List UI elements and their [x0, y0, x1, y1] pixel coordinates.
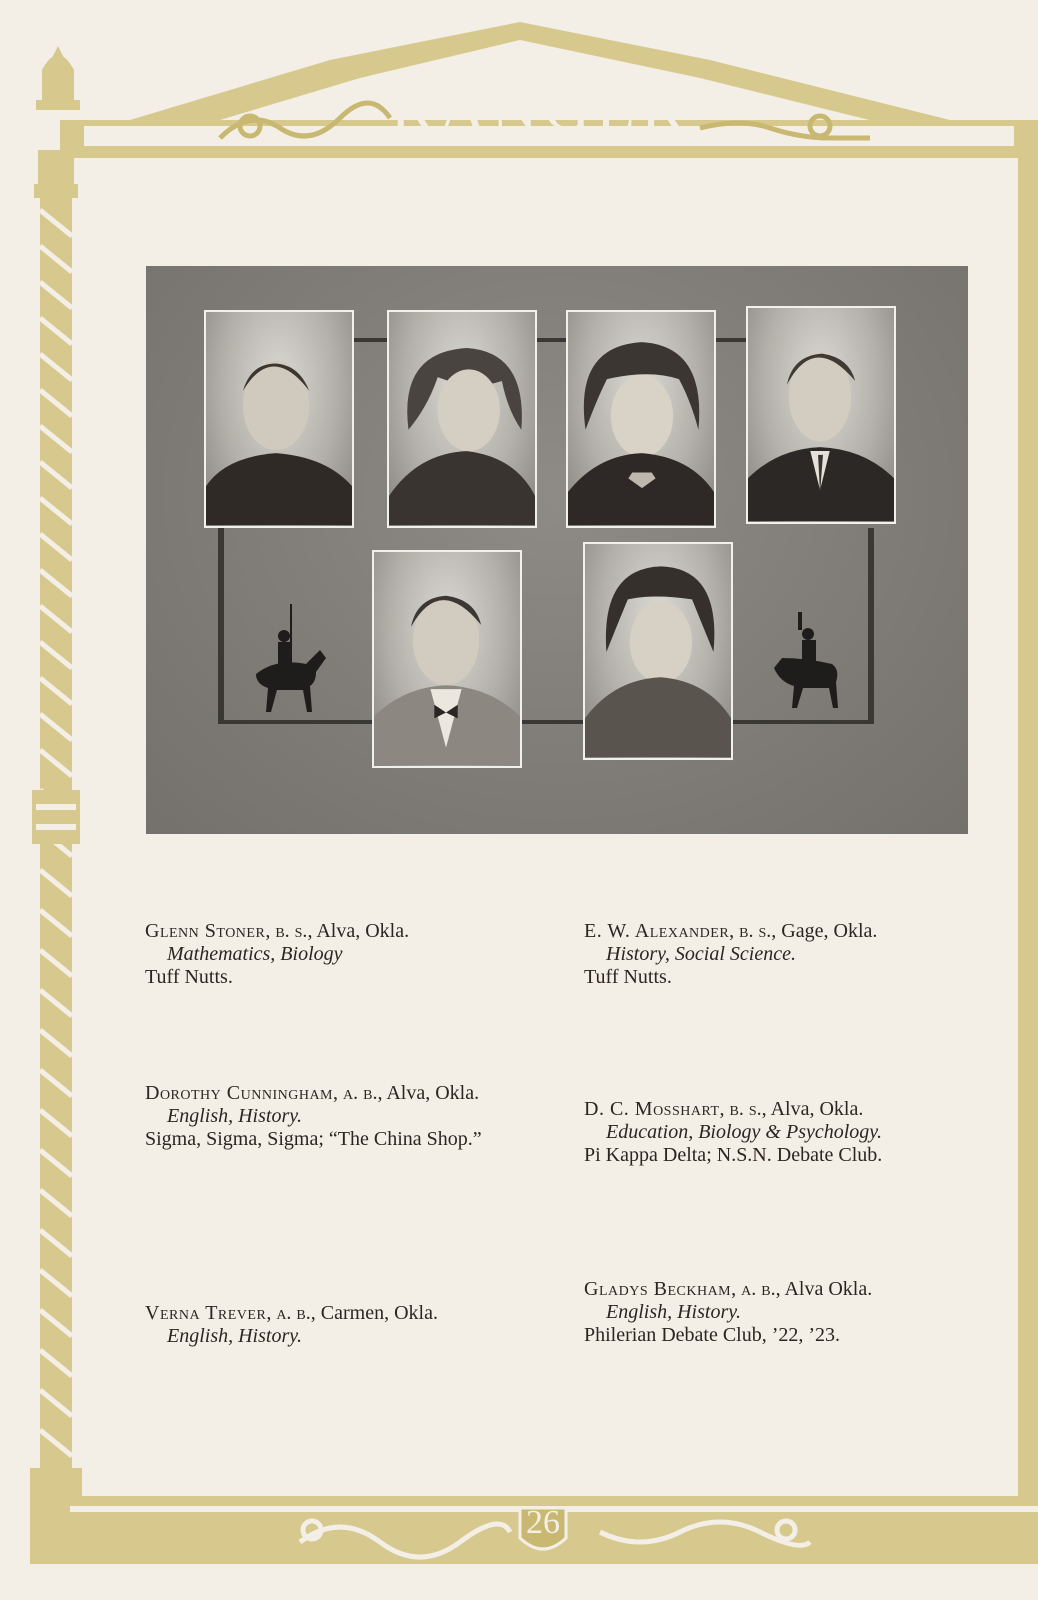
- portrait-figure: [568, 312, 714, 526]
- entry-d-c-mosshart: D. C. Mosshart, b. s., Alva, Okla. Education, Biology & Psychology. Pi Kappa Delta; N.S.N. Debate Club.: [584, 1098, 1004, 1167]
- cowboy-rider-silhouette-right: [768, 608, 848, 712]
- portrait-figure: [748, 308, 894, 522]
- entry-e-w-alexander: E. W. Alexander, b. s., Gage, Okla. History, Social Science. Tuff Nutts.: [584, 920, 1004, 989]
- page-title: RANGER: [390, 72, 690, 143]
- portrait-dorothy-cunningham: [387, 310, 537, 528]
- entry-subjects: Mathematics, Biology: [167, 943, 343, 965]
- entry-gladys-beckham: Gladys Beckham, a. b., Alva Okla. English, History. Philerian Debate Club, ’22, ’23.: [584, 1278, 1004, 1347]
- entry-degree: a. b.: [343, 1082, 378, 1104]
- entry-glenn-stoner: Glenn Stoner, b. s., Alva, Okla. Mathematics, Biology Tuff Nutts.: [145, 920, 525, 989]
- entry-degree: a. b.: [276, 1302, 311, 1324]
- entry-name: D. C. Mosshart: [584, 1098, 720, 1120]
- entry-activities: Pi Kappa Delta; N.S.N. Debate Club.: [584, 1144, 883, 1166]
- portrait-figure: [206, 312, 352, 526]
- portrait-gladys-beckham: [583, 542, 733, 760]
- entry-verna-trever: Verna Trever, a. b., Carmen, Okla. English, History.: [145, 1302, 545, 1348]
- entry-name: Gladys Beckham: [584, 1278, 732, 1300]
- entry-subjects: Education, Biology & Psychology.: [606, 1121, 883, 1143]
- title-prefix: The: [514, 42, 576, 77]
- entry-degree: b. s.: [729, 1098, 762, 1120]
- entry-subjects: English, History.: [167, 1325, 303, 1347]
- entry-activities: Sigma, Sigma, Sigma; “The China Shop.”: [145, 1128, 482, 1150]
- entry-place: Alva, Okla.: [386, 1082, 480, 1104]
- portrait-figure: [374, 552, 520, 766]
- portrait-verna-trever: [566, 310, 716, 528]
- entry-place: Gage, Okla.: [781, 920, 878, 942]
- portrait-d-c-mosshart: [372, 550, 522, 768]
- portrait-glenn-stoner: [204, 310, 354, 528]
- entry-activities: Tuff Nutts.: [145, 966, 233, 988]
- plate-rod: [218, 720, 874, 724]
- entry-name: E. W. Alexander: [584, 920, 730, 942]
- portrait-plate: [146, 266, 968, 834]
- plate-rod: [868, 528, 874, 724]
- portrait-figure: [389, 312, 535, 526]
- entry-place: Alva, Okla.: [770, 1098, 864, 1120]
- entry-activities: Tuff Nutts.: [584, 966, 672, 988]
- entry-name: Glenn Stoner: [145, 920, 266, 942]
- entry-subjects: English, History.: [606, 1301, 742, 1323]
- entry-activities: Philerian Debate Club, ’22, ’23.: [584, 1324, 841, 1346]
- entry-subjects: History, Social Science.: [606, 943, 796, 965]
- entry-name: Dorothy Cunningham: [145, 1082, 333, 1104]
- knight-rider-silhouette-left: [246, 596, 336, 716]
- plate-rod: [218, 528, 224, 724]
- entry-degree: a. b.: [741, 1278, 776, 1300]
- page-number: 26: [526, 1504, 560, 1541]
- entry-place: Alva, Okla.: [316, 920, 410, 942]
- entry-degree: b. s.: [739, 920, 772, 942]
- entry-degree: b. s.: [275, 920, 308, 942]
- entry-subjects: English, History.: [167, 1105, 303, 1127]
- portrait-e-w-alexander: [746, 306, 896, 524]
- entry-place: Carmen, Okla.: [320, 1302, 438, 1324]
- entry-name: Verna Trever: [145, 1302, 267, 1324]
- entry-place: Alva Okla.: [784, 1278, 873, 1300]
- portrait-figure: [585, 544, 731, 758]
- entry-dorothy-cunningham: Dorothy Cunningham, a. b., Alva, Okla. English, History. Sigma, Sigma, Sigma; “The China Shop.”: [145, 1082, 533, 1151]
